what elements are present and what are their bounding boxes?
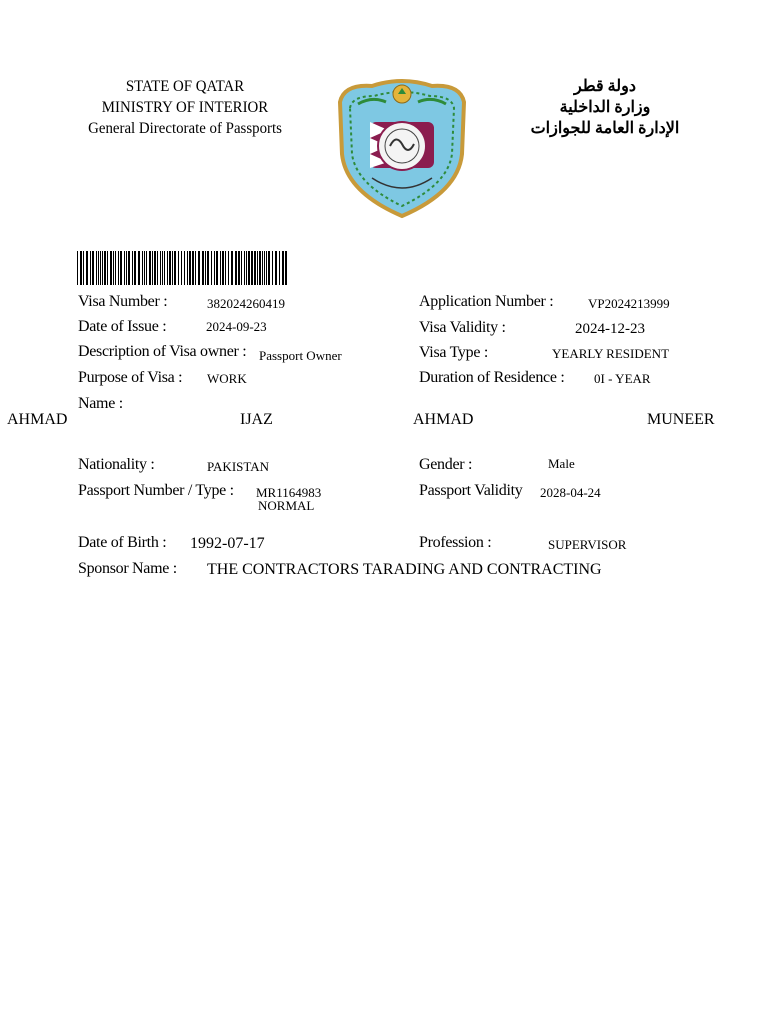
passport-number-label: Passport Number / Type :: [78, 482, 234, 499]
nationality-value: PAKISTAN: [207, 459, 270, 474]
header-ministry: MINISTRY OF INTERIOR: [101, 99, 269, 116]
duration-value: 0I - YEAR: [594, 371, 651, 386]
profession-value: SUPERVISOR: [548, 537, 627, 552]
visa-validity-label: Visa Validity :: [419, 319, 506, 336]
date-of-birth-label: Date of Birth :: [78, 534, 167, 551]
header-state-ar: دولة قطر: [574, 78, 636, 95]
header-ministry-ar: وزارة الداخلية: [559, 99, 651, 116]
visa-number-value: 382024260419: [207, 296, 285, 311]
nationality-label: Nationality :: [78, 456, 155, 473]
visa-number-label: Visa Number :: [78, 293, 168, 310]
name-part-second: IJAZ: [240, 411, 273, 428]
application-number-label: Application Number :: [419, 293, 554, 310]
passport-type-value: NORMAL: [258, 498, 315, 513]
purpose-value: WORK: [207, 371, 247, 386]
visa-type-label: Visa Type :: [419, 344, 488, 361]
header-english: [69, 76, 302, 139]
application-number-value: VP2024213999: [588, 296, 670, 311]
duration-label: Duration of Residence :: [419, 369, 565, 386]
description-owner-value: Passport Owner: [259, 348, 342, 363]
gender-value: Male: [548, 456, 575, 471]
date-of-birth-value: 1992-07-17: [190, 535, 265, 552]
ministry-emblem-icon: [332, 74, 472, 220]
visa-type-value: YEARLY RESIDENT: [552, 346, 670, 361]
header-directorate-ar: الإدارة العامة للجوازات: [530, 120, 680, 137]
passport-number-value: MR1164983: [256, 485, 322, 500]
passport-validity-label: Passport Validity: [419, 482, 523, 499]
passport-validity-value: 2028-04-24: [540, 485, 601, 500]
header-state: STATE OF QATAR: [125, 78, 245, 95]
name-part-third: AHMAD: [413, 411, 474, 428]
name-part-fourth: MUNEER: [647, 411, 715, 428]
sponsor-value: THE CONTRACTORS TARADING AND CONTRACTING: [207, 561, 602, 578]
date-of-issue-label: Date of Issue :: [78, 318, 167, 335]
gender-label: Gender :: [419, 456, 473, 473]
header-arabic: [520, 76, 690, 139]
name-label: Name :: [78, 395, 123, 412]
sponsor-label: Sponsor Name :: [78, 560, 177, 577]
purpose-label: Purpose of Visa :: [78, 369, 183, 386]
visa-validity-value: 2024-12-23: [575, 321, 645, 337]
profession-label: Profession :: [419, 534, 492, 551]
name-part-first: AHMAD: [7, 411, 68, 428]
description-owner-label: Description of Visa owner :: [78, 343, 247, 360]
date-of-issue-value: 2024-09-23: [206, 319, 267, 334]
header-directorate: General Directorate of Passports: [88, 120, 282, 137]
barcode: [77, 251, 289, 285]
